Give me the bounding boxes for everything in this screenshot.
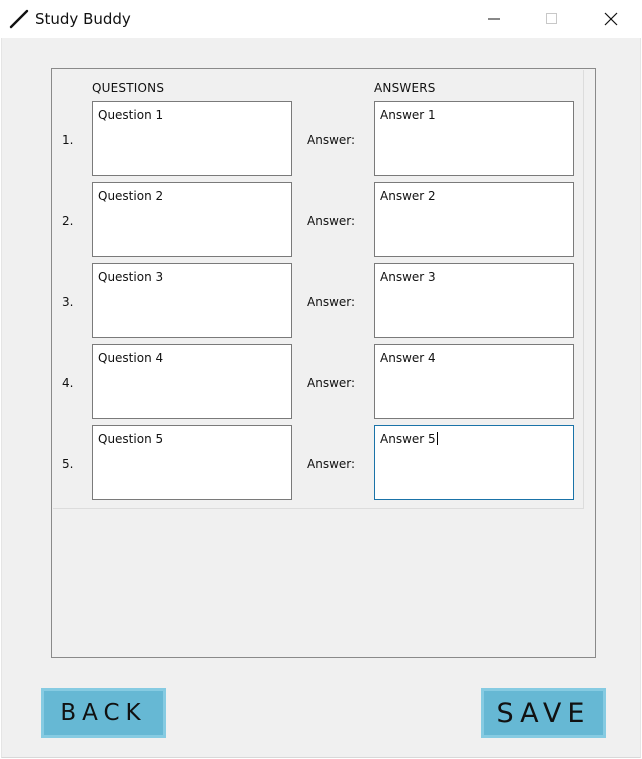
answers-header: ANSWERS [374,81,436,95]
question-input-3[interactable]: Question 3 [92,263,292,338]
question-input-4[interactable]: Question 4 [92,344,292,419]
row-number-1: 1. [62,133,74,147]
minimize-button[interactable] [465,0,523,38]
answer-label-1: Answer: [307,133,356,147]
title-bar [0,0,642,38]
maximize-icon [545,12,559,26]
back-button[interactable]: BACK [41,688,166,738]
answer-label-5: Answer: [307,457,356,471]
close-button[interactable] [582,0,640,38]
answer-input-5[interactable] [374,425,574,500]
answer-input-2[interactable]: Answer 2 [374,182,574,257]
question-input-5[interactable]: Question 5 [92,425,292,500]
row-number-2: 2. [62,214,74,228]
question-input-2[interactable]: Question 2 [92,182,292,257]
row-number-3: 3. [62,295,74,309]
pencil-icon [8,8,30,30]
text-caret [437,432,438,445]
answer-label-2: Answer: [307,214,356,228]
window-title: Study Buddy [35,10,131,28]
answer-label-3: Answer: [307,295,356,309]
questions-header: QUESTIONS [92,81,165,95]
answer-input-3[interactable]: Answer 3 [374,263,574,338]
maximize-button[interactable] [523,0,581,38]
answer-input-1[interactable]: Answer 1 [374,101,574,176]
save-button[interactable]: SAVE [481,688,606,738]
close-icon [604,12,618,26]
row-number-5: 5. [62,457,74,471]
answer-input-4[interactable]: Answer 4 [374,344,574,419]
answer-label-4: Answer: [307,376,356,390]
row-number-4: 4. [62,376,74,390]
question-input-1[interactable]: Question 1 [92,101,292,176]
answer-input-5-text: Answer 5 [380,432,436,446]
minimize-icon [487,12,501,26]
